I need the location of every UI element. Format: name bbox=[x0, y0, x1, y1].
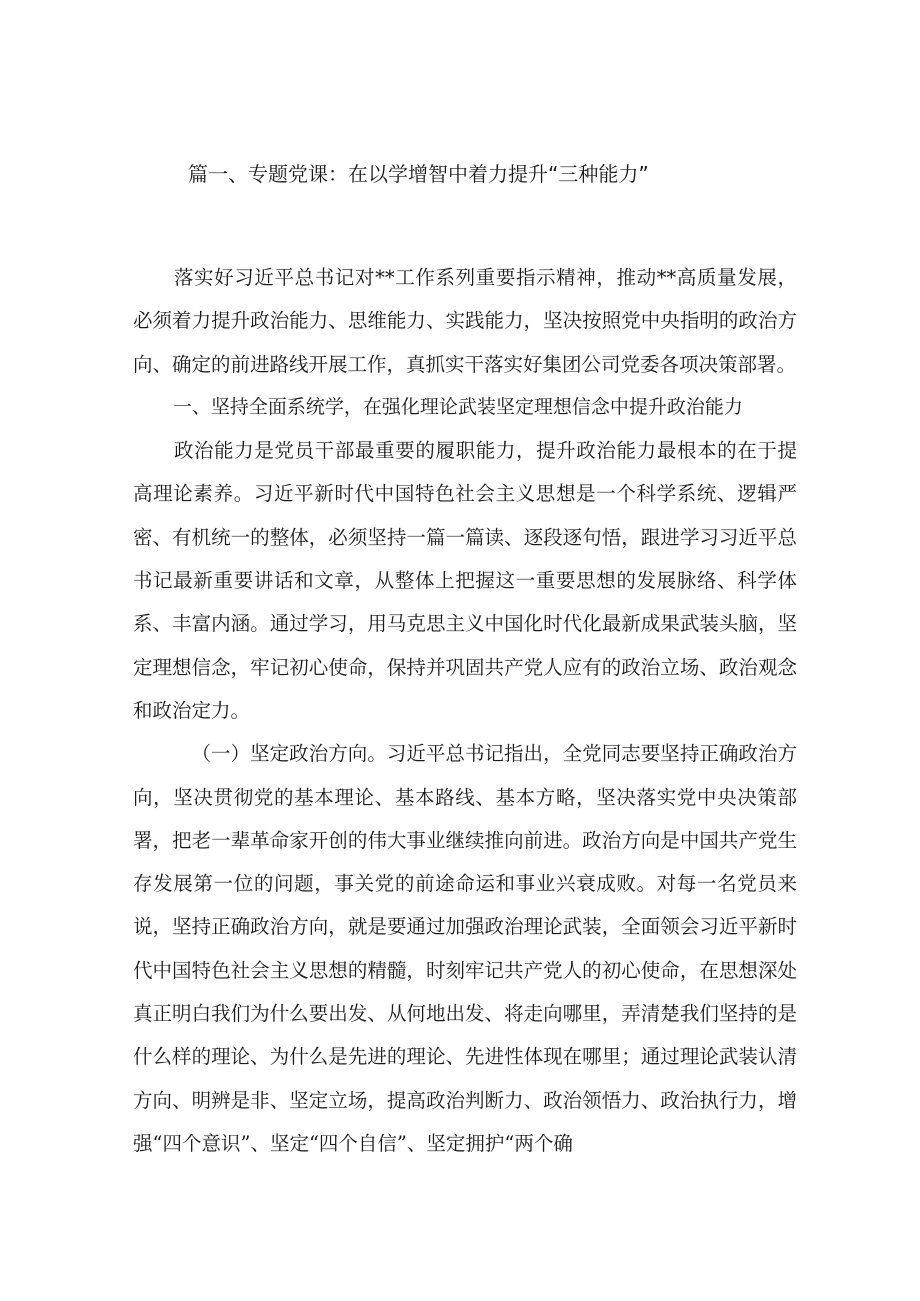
subsection-1-paragraph: （一）坚定政治方向。习近平总书记指出，全党同志要坚持正确政治方向，坚决贯彻党的基本理论、基本路线、基本方略，坚决落实党中央决策部署，把老一辈革命家开创的伟大事业继续推向前进。政治方向是中国共产党生存发展第一位的问题，事关党的前途命运和事业兴衰成败。对每一名党员来说，坚持正确政治方向，就是要通过加强政治理论武装，全面领会习近平新时代中国特色社会主义思想的精髓，时刻牢记共产党人的初心使命，在思想深处真正明白我们为什么要出发、从何地出发、将走向哪里，弄清楚我们坚持的是什么样的理论、为什么是先进的理论、先进性体现在哪里；通过理论武装认清方向、明辨是非、坚定立场，提高政治判断力、政治领悟力、政治执行力，增强“四个意识”、坚定“四个自信”、坚定拥护“两个确 bbox=[133, 742, 797, 1155]
section-1-paragraph: 政治能力是党员干部最重要的履职能力，提升政治能力最根本的在于提高理论素养。习近平新时代中国特色社会主义思想是一个科学系统、逻辑严密、有机统一的整体，必须坚持一篇一篇读、逐段逐句悟，跟进学习习近平总书记最新重要讲话和文章，从整体上把握这一重要思想的发展脉络、科学体系、丰富内涵。通过学习，用马克思主义中国化时代化最新成果武装头脑，坚定理想信念，牢记初心使命，保持并巩固共产党人应有的政治立场、政治观念和政治定力。 bbox=[133, 439, 797, 722]
document-body bbox=[133, 256, 797, 1165]
section-heading-1: 一、坚持全面系统学，在强化理论武装坚定理想信念中提升政治能力 bbox=[172, 395, 743, 418]
document-title: 篇一、专题党课：在以学增智中着力提升“三种能力” bbox=[188, 162, 649, 186]
intro-paragraph: 落实好习近平总书记对**工作系列重要指示精神，推动**高质量发展，必须着力提升政治能力、思维能力、实践能力，坚决按照党中央指明的政治方向、确定的前进路线开展工作，真抓实干落实好集团公司党委各项决策部署。 bbox=[133, 266, 797, 376]
